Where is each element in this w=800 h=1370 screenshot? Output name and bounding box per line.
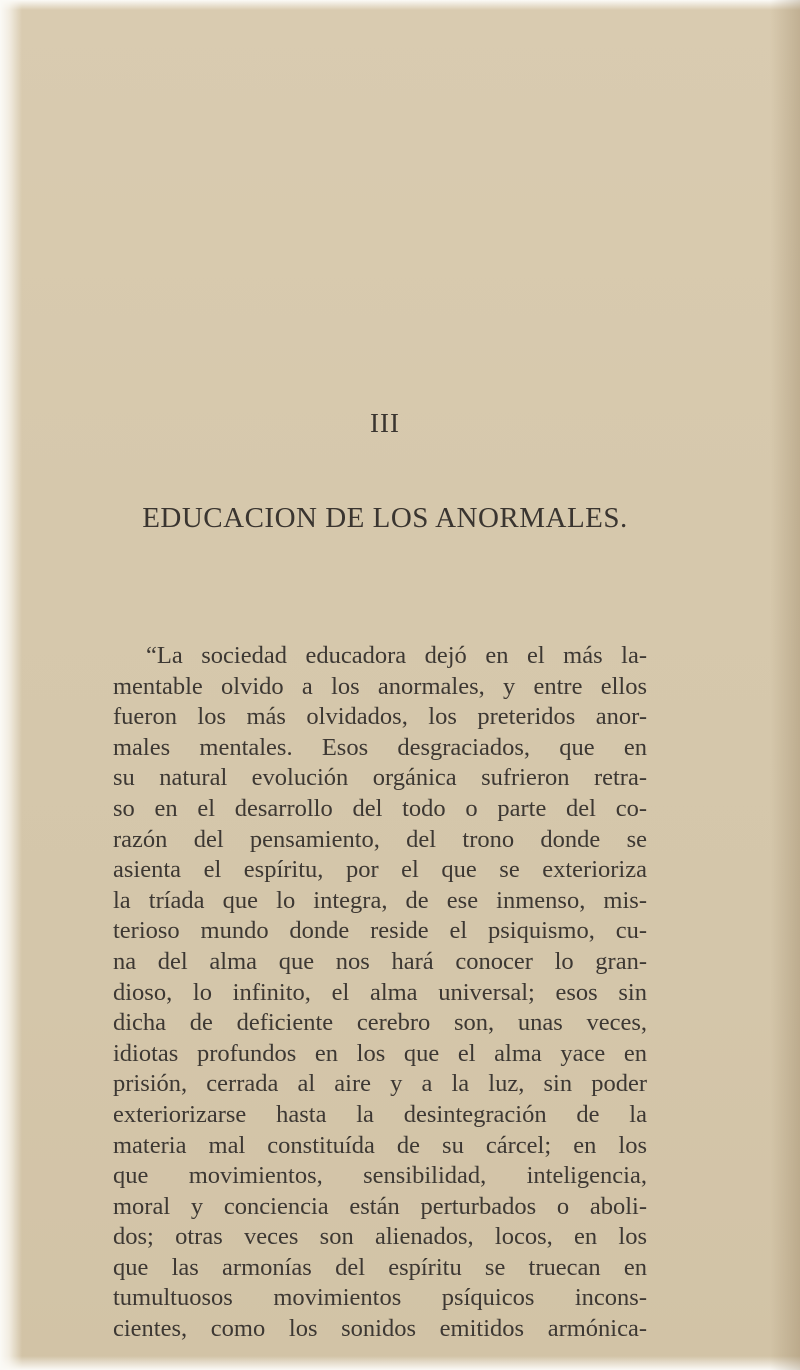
text-line: na del alma que nos hará conocer lo gran- (113, 947, 647, 975)
text-line: razón del pensamiento, del trono donde se (113, 825, 647, 853)
text-line: tumultuosos movimientos psíquicos incons- (113, 1284, 647, 1312)
text-line: dioso, lo infinito, el alma universal; esos sin (113, 978, 647, 1006)
text-line: materia mal constituída de su cárcel; en los (113, 1131, 647, 1159)
scan-margin-left (0, 0, 22, 1370)
text-line: exteriorizarse hasta la desintegración de la (113, 1100, 647, 1128)
body-paragraph (113, 641, 647, 1345)
text-line: que las armonías del espíritu se truecan en (113, 1253, 647, 1281)
scan-margin-bottom (0, 1356, 800, 1370)
text-line: “La sociedad educadora dejó en el más la- (146, 642, 647, 669)
text-line: males mentales. Esos desgraciados, que en (113, 733, 647, 761)
text-line: moral y conciencia están perturbados o aboli- (113, 1192, 647, 1220)
text-line: dicha de deficiente cerebro son, unas veces, (113, 1009, 647, 1037)
text-line: so en el desarrollo del todo o parte del co- (113, 794, 647, 822)
text-line: que movimientos, sensibilidad, inteligencia, (113, 1162, 647, 1190)
text-line: idiotas profundos en los que el alma yace en (113, 1039, 647, 1067)
text-line: fueron los más olvidados, los preteridos anor- (113, 703, 647, 731)
text-line: prisión, cerrada al aire y a la luz, sin poder (113, 1070, 647, 1098)
page-binding-shadow (770, 0, 800, 1370)
text-line: dos; otras veces son alienados, locos, en los (113, 1223, 647, 1251)
text-line: cientes, como los sonidos emitidos armónica- (113, 1315, 647, 1343)
chapter-number: III (370, 408, 400, 438)
text-line: la tríada que lo integra, de ese inmenso, mis- (113, 886, 647, 914)
scan-margin-top (0, 0, 800, 10)
text-line: asienta el espíritu, por el que se exterioriza (113, 856, 647, 884)
text-line: su natural evolución orgánica sufrieron retra- (113, 764, 647, 792)
text-line: terioso mundo donde reside el psiquismo, cu- (113, 917, 647, 945)
chapter-title: EDUCACION DE LOS ANORMALES. (142, 502, 628, 534)
text-line: mentable olvido a los anormales, y entre ellos (113, 672, 647, 700)
